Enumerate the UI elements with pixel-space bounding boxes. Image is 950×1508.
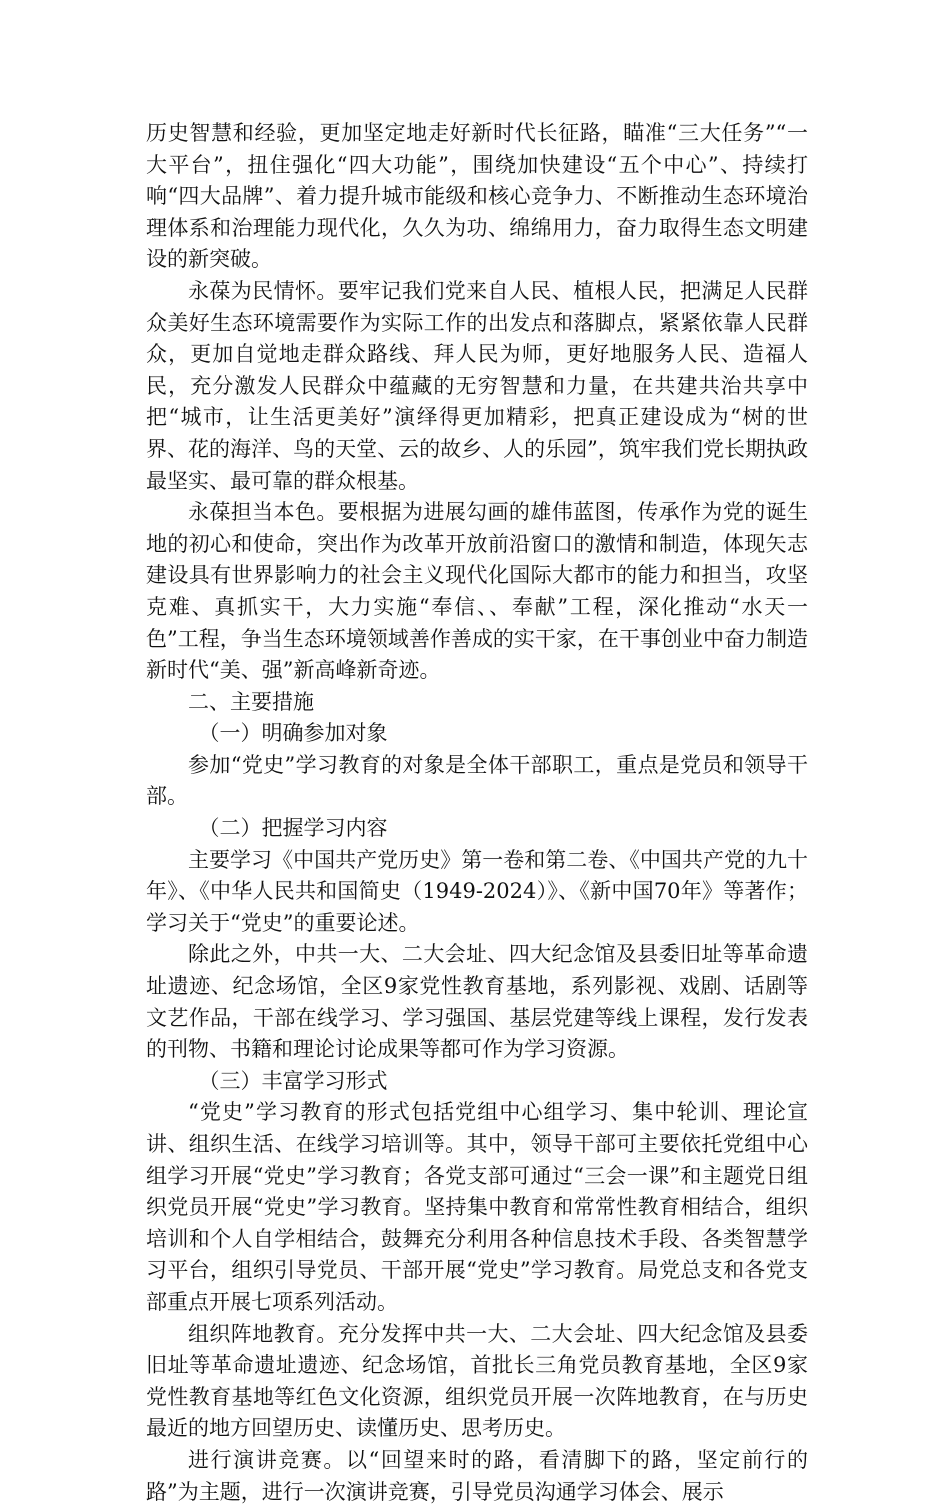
section-heading-main-measures: 二、主要措施 xyxy=(188,689,314,714)
paragraph-study-forms: “党史”学习教育的形式包括党组中心组学习、集中轮训、理论宣讲、组织生活、在线学习培训等。其中，领导干部可主要依托党组中心组学习开展“党史”学习教育；各党支部可通过“三会一课”和主题党日组织党员开展“党史”学习教育。坚持集中教育和常常性教育相结合，组织培训和个人自学相结合，鼓舞充分利用各种信息技术手段、各类智慧学习平台，组织引导党员、干部开展“党史”学习教育。局党总支和各党支部重点开展七项系列活动。 xyxy=(146,1100,808,1314)
paragraph-speech-contest: 进行演讲竞赛。以“回望来时的路，看清脚下的路，坚定前行的路”为主题，进行一次演讲竞赛，引导党员沟通学习体会、展示 xyxy=(146,1447,808,1504)
subheading-participants: （一）明确参加对象 xyxy=(198,721,388,746)
paragraph-site-education: 组织阵地教育。充分发挥中共一大、二大会址、四大纪念馆及县委旧址等革命遗址遗迹、纪念场馆，首批长三角党员教育基地，全区9家党性教育基地等红色文化资源，组织党员开展一次阵地教育，在与历史最近的地方回望历史、读懂历史、思考历史。 xyxy=(146,1321,808,1441)
paragraph-study-books: 主要学习《中国共产党历史》第一卷和第二卷、《中国共产党的九十年》、《中华人民共和国简史（1949-2024）》、《新中国70年》等著作；学习关于“党史”的重要论述。 xyxy=(146,847,808,935)
paragraph-participants: 参加“党史”学习教育的对象是全体干部职工，重点是党员和领导干部。 xyxy=(146,752,808,809)
paragraph-responsibility: 永葆担当本色。要根据为进展勾画的雄伟蓝图，传承作为党的诞生地的初心和使命，突出作为改革开放前沿窗口的激情和制造，体现矢志建设具有世界影响力的社会主义现代化国际大都市的能力和担当，攻坚克难、真抓实干，大力实施“奉信、、奉献”工程，深化推动“水天一色”工程，争当生态环境领域善作善成的实干家，在干事创业中奋力制造新时代“美、强”新高峰新奇迹。 xyxy=(146,500,808,683)
subheading-study-forms: （三）丰富学习形式 xyxy=(198,1068,388,1093)
paragraph-continuation: 历史智慧和经验，更加坚定地走好新时代长征路，瞄准“三大任务”“一大平台”，扭住强化“四大功能”，围绕加快建设“五个中心”、持续打响“四大品牌”、着力提升城市能级和核心竞争力、不断推动生态环境治理体系和治理能力现代化，久久为功、绵绵用力，奋力取得生态文明建设的新突破。 xyxy=(146,121,808,272)
document-body xyxy=(146,118,808,1508)
subheading-study-content: （二）把握学习内容 xyxy=(198,816,388,841)
paragraph-people-sentiment: 永葆为民情怀。要牢记我们党来自人民、植根人民，把满足人民群众美好生态环境需要作为实际工作的出发点和落脚点，紧紧依靠人民群众，更加自觉地走群众路线、拜人民为师，更好地服务人民、造福人民，充分激发人民群众中蕴藏的无穷智慧和力量，在共建共治共享中把“城市，让生活更美好”演绎得更加精彩，把真正建设成为“树的世界、花的海洋、鸟的天堂、云的故乡、人的乐园”，筑牢我们党长期执政最坚实、最可靠的群众根基。 xyxy=(146,278,808,493)
paragraph-study-resources: 除此之外，中共一大、二大会址、四大纪念馆及县委旧址等革命遗址遗迹、纪念场馆，全区9家党性教育基地，系列影视、戏剧、话剧等文艺作品，干部在线学习、学习强国、基层党建等线上课程，发行发表的刊物、书籍和理论讨论成果等都可作为学习资源。 xyxy=(146,942,808,1062)
